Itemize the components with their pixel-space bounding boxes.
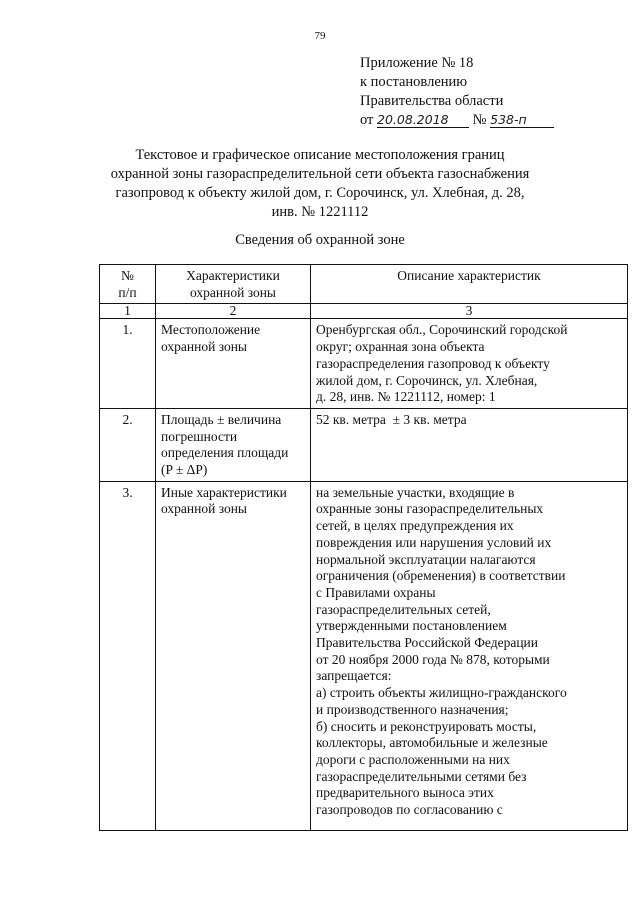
- cell-line: округ; охранная зона объекта: [316, 339, 485, 355]
- cell-line: на земельные участки, входящие в: [316, 484, 515, 500]
- header-text: №: [121, 268, 134, 283]
- row-characteristic: [156, 481, 311, 830]
- header-cell-characteristics: [156, 265, 311, 304]
- column-number: 1: [100, 304, 156, 319]
- column-number: 2: [156, 304, 311, 319]
- appendix-block: [360, 54, 554, 130]
- appendix-issuer: Правительства области: [360, 93, 504, 109]
- title-line: Текстовое и графическое описание местоположения границ: [135, 147, 505, 163]
- page-number: 79: [314, 30, 326, 42]
- cell-line: коллекторы, автомобильные и железные: [316, 735, 548, 751]
- table-header-row: [100, 265, 628, 304]
- cell-line: охранные зоны газораспределительных: [316, 501, 544, 517]
- header-text: п/п: [118, 284, 137, 300]
- number-label: №: [472, 112, 487, 128]
- header-cell-description: [311, 265, 628, 304]
- from-label: от: [360, 112, 374, 128]
- row-description: [311, 319, 628, 409]
- table-row: [100, 408, 628, 481]
- cell-line: запрещается:: [316, 668, 392, 684]
- cell-line: повреждения или нарушения условий их: [316, 534, 552, 550]
- cell-line: 52 кв. метра ± 3 кв. метра: [316, 411, 467, 427]
- section-title: Сведения об охранной зоне: [235, 232, 405, 248]
- protection-zone-table: [99, 264, 628, 831]
- cell-line: газораспределения газопровод к объекту: [316, 355, 550, 371]
- cell-line: д. 28, инв. № 1221112, номер: 1: [316, 389, 496, 405]
- cell-line: погрешности: [161, 428, 238, 444]
- row-number: 2.: [100, 408, 156, 481]
- cell-line: Площадь ± величина: [161, 411, 282, 427]
- appendix-reference: к постановлению: [360, 74, 468, 90]
- cell-line: Правительства Российской Федерации: [316, 635, 538, 651]
- cell-line: Местоположение: [161, 322, 261, 338]
- document-title: [100, 146, 540, 222]
- cell-line: охранной зоны: [161, 501, 248, 517]
- cell-line: жилой дом, г. Сорочинск, ул. Хлебная,: [316, 372, 538, 388]
- table-row: [100, 319, 628, 409]
- appendix-title: Приложение № 18: [360, 55, 474, 71]
- row-characteristic: [156, 408, 311, 481]
- cell-line: Оренбургская обл., Сорочинский городской: [316, 322, 568, 338]
- table-row: [100, 481, 628, 830]
- row-number: 3.: [100, 481, 156, 830]
- row-characteristic: [156, 319, 311, 409]
- cell-line: предварительного выноса этих: [316, 785, 494, 801]
- cell-line: утвержденными постановлением: [316, 618, 507, 634]
- cell-line: и производственного назначения;: [316, 701, 509, 717]
- header-text: охранной зоны: [189, 284, 276, 300]
- title-line: охранной зоны газораспределительной сети объекта газоснабжения: [110, 166, 530, 182]
- header-text: Характеристики: [186, 268, 280, 283]
- cell-line: (P ± ΔP): [161, 462, 208, 478]
- cell-line: от 20 ноября 2000 года № 878, которыми: [316, 651, 550, 667]
- cell-line: б) сносить и реконструировать мосты,: [316, 718, 537, 734]
- title-line: инв. № 1221112: [271, 204, 369, 220]
- cell-line: Иные характеристики: [161, 484, 287, 500]
- cell-line: с Правилами охраны: [316, 584, 436, 600]
- appendix-date-number: [360, 111, 554, 130]
- column-number-row: [100, 304, 628, 319]
- row-description: [311, 408, 628, 481]
- cell-line: сетей, в целях предупреждения их: [316, 518, 514, 534]
- cell-line: газораспределительными сетями без: [316, 768, 527, 784]
- handwritten-date: 20.08.2018: [377, 112, 469, 128]
- handwritten-number: 538-п: [490, 112, 554, 128]
- cell-line: а) строить объекты жилищно-гражданского: [316, 685, 567, 701]
- cell-line: ограничения (обременения) в соответствии: [316, 568, 566, 584]
- cell-line: охранной зоны: [161, 339, 248, 355]
- cell-line: определения площади: [161, 445, 289, 461]
- column-number: 3: [311, 304, 628, 319]
- title-line: газопровод к объекту жилой дом, г. Сорочинск, ул. Хлебная, д. 28,: [115, 185, 525, 201]
- cell-line: дороги с расположенными на них: [316, 751, 510, 767]
- cell-line: газораспределительных сетей,: [316, 601, 491, 617]
- row-number: 1.: [100, 319, 156, 409]
- row-description: [311, 481, 628, 830]
- header-text: Описание характеристик: [397, 268, 541, 283]
- cell-line: газопроводов по согласованию с: [316, 802, 503, 818]
- header-cell-number: [100, 265, 156, 304]
- cell-line: нормальной эксплуатации налагаются: [316, 551, 536, 567]
